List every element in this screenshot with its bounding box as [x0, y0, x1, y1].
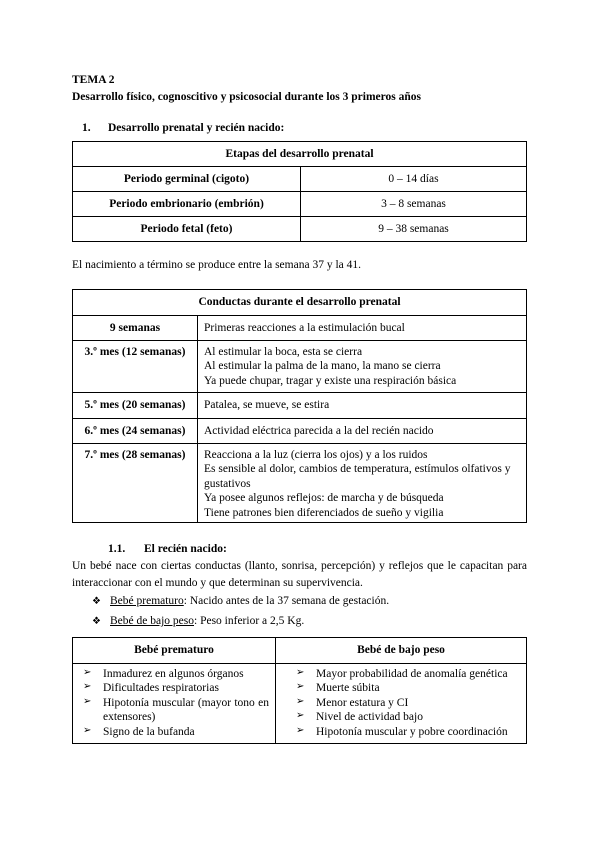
low-weight-list	[296, 667, 520, 739]
low-weight-header: Bebé de bajo peso	[276, 638, 527, 664]
premature-list	[83, 667, 269, 739]
behavior-line: Es sensible al dolor, cambios de temperatura, estímulos olfativos y gustativos	[204, 463, 511, 490]
doc-title: TEMA 2	[72, 74, 115, 86]
behavior-line: Reacciona a la luz (cierra los ojos) y a los ruidos	[204, 449, 428, 461]
behavior-cell	[198, 444, 527, 523]
list-item: ➢ Menor estatura y CI	[296, 696, 520, 710]
section-1-1-title: El recién nacido:	[144, 543, 227, 555]
behavior-line: Patalea, se mueve, se estira	[204, 399, 330, 412]
table-row	[73, 341, 527, 393]
prenatal-stages-header: Etapas del desarrollo prenatal	[73, 142, 527, 167]
list-item: ➢ Nivel de actividad bajo	[296, 710, 520, 724]
list-item: ➢ Hipotonía muscular (mayor tono en extensores)	[83, 696, 269, 725]
time-cell: 5.º mes (20 semanas)	[73, 393, 198, 419]
bullet-term: Bebé de bajo peso	[110, 615, 194, 627]
stage-cell: Periodo embrionario (embrión)	[73, 192, 301, 217]
prenatal-behaviors-table	[72, 289, 527, 523]
birth-note: El nacimiento a término se produce entre la semana 37 y la 41.	[72, 259, 361, 271]
bullet-item	[110, 614, 304, 628]
list-item: ➢ Hipotonía muscular y pobre coordinación	[296, 725, 520, 739]
list-item: ➢ Muerte súbita	[296, 681, 520, 695]
table-row	[73, 419, 527, 444]
bullet-item	[110, 594, 389, 608]
diamond-bullet-icon: ❖	[92, 596, 101, 607]
time-cell: 7.º mes (28 semanas)	[73, 444, 198, 523]
list-item: ➢ Signo de la bufanda	[83, 725, 269, 739]
section-1-1-number: 1.1.	[108, 543, 126, 555]
time-cell: 9 semanas	[73, 316, 198, 341]
duration-cell: 3 – 8 semanas	[301, 192, 527, 217]
doc-subtitle: Desarrollo físico, cognoscitivo y psicosocial durante los 3 primeros años	[72, 91, 422, 103]
stage-cell: Periodo fetal (feto)	[73, 217, 301, 242]
bullet-desc: : Peso inferior a 2,5 Kg.	[194, 615, 305, 627]
duration-cell: 9 – 38 semanas	[301, 217, 527, 242]
behavior-cell	[198, 316, 527, 341]
baby-comparison-table	[72, 637, 527, 744]
behavior-cell	[198, 419, 527, 444]
behavior-cell	[198, 341, 527, 393]
bullet-term: Bebé prematuro	[110, 595, 184, 607]
table-row	[73, 393, 527, 419]
low-weight-list-cell	[276, 664, 527, 744]
list-item: ➢ Inmadurez en algunos órganos	[83, 667, 269, 681]
prenatal-behaviors-header: Conductas durante el desarrollo prenatal	[73, 290, 527, 316]
table-row	[73, 217, 527, 242]
behavior-line: Primeras reacciones a la estimulación bucal	[204, 321, 405, 334]
premature-header: Bebé prematuro	[73, 638, 276, 664]
behavior-line: Al estimular la boca, esta se cierra	[204, 346, 363, 358]
table-row	[73, 444, 527, 523]
section-1-number: 1.	[82, 122, 91, 134]
behavior-line: Tiene patrones bien diferenciados de sueño y vigilia	[204, 506, 444, 519]
newborn-paragraph: Un bebé nace con ciertas conductas (llanto, sonrisa, percepción) y reflejos que le capacitan para interaccionar con el mundo y que determinan su supervivencia.	[72, 560, 527, 589]
behavior-cell	[198, 393, 527, 419]
table-row	[73, 316, 527, 341]
time-cell: 3.º mes (12 semanas)	[73, 341, 198, 393]
behavior-line: Actividad eléctrica parecida a la del recién nacido	[204, 424, 434, 437]
prenatal-stages-table	[72, 141, 527, 242]
bullet-desc: : Nacido antes de la 37 semana de gestación.	[183, 595, 390, 607]
diamond-bullet-icon: ❖	[92, 616, 101, 627]
table-row	[73, 167, 527, 192]
behavior-line: Ya puede chupar, tragar y existe una respiración básica	[204, 374, 457, 387]
section-1-title: Desarrollo prenatal y recién nacido:	[108, 122, 285, 134]
behavior-line: Ya posee algunos reflejos: de marcha y de búsqueda	[204, 492, 444, 505]
table-row	[73, 192, 527, 217]
list-item: ➢ Mayor probabilidad de anomalía genética	[296, 667, 520, 681]
duration-cell: 0 – 14 días	[301, 167, 527, 192]
premature-list-cell	[73, 664, 276, 744]
stage-cell: Periodo germinal (cigoto)	[73, 167, 301, 192]
list-item: ➢ Dificultades respiratorias	[83, 681, 269, 695]
time-cell: 6.º mes (24 semanas)	[73, 419, 198, 444]
behavior-line: Al estimular la palma de la mano, la mano se cierra	[204, 360, 441, 373]
